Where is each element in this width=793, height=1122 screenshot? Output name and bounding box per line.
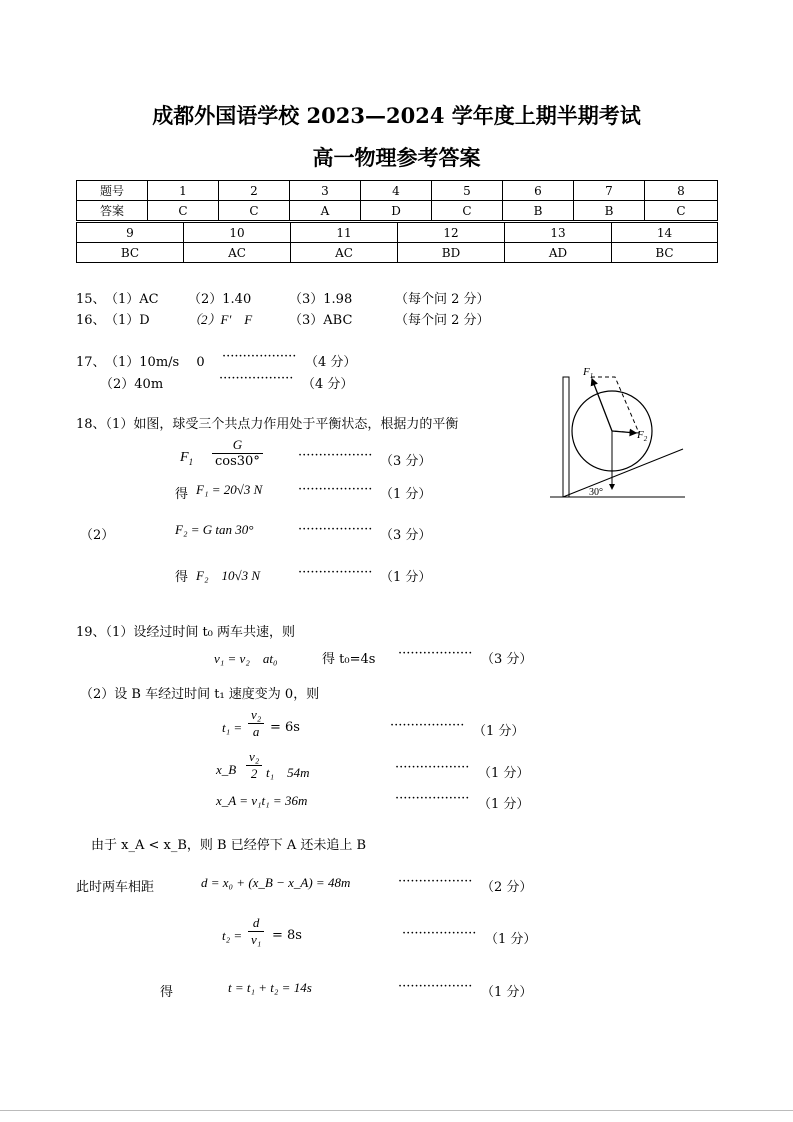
dot-leader: ··················: [298, 565, 373, 580]
table-cell: B: [503, 201, 574, 221]
q19-eq3-fraction: [244, 749, 264, 782]
q16-number: 16、: [76, 313, 106, 328]
dot-leader: ··················: [395, 791, 470, 806]
table-cell: 8: [645, 181, 718, 201]
q18-score-4: （1 分）: [380, 570, 432, 585]
q18-part2-label: （2）: [80, 528, 115, 543]
table-cell: BD: [398, 243, 505, 263]
table-cell: 3: [290, 181, 361, 201]
table-cell: 4: [361, 181, 432, 201]
q19-eq3-numerator: v₂: [246, 749, 262, 766]
q18-eq1-numerator: G: [212, 437, 263, 454]
table-cell: BC: [612, 243, 718, 263]
q19-eq1-result: 得 t₀=4s: [322, 652, 376, 667]
q15-answer-2: （2）1.40: [188, 292, 252, 307]
dot-leader: ··················: [398, 646, 473, 661]
q19-eq2-denominator: a: [252, 724, 260, 739]
q19-de: 得: [160, 985, 174, 1000]
dot-leader: ··················: [298, 482, 373, 497]
q15-number: 15、: [76, 292, 106, 307]
table-cell: 11: [291, 223, 398, 243]
table-cell: 7: [574, 181, 645, 201]
table-cell: C: [219, 201, 290, 221]
q19-eq4: x_A = v₁t₁ = 36m: [216, 793, 308, 808]
table-cell: BC: [77, 243, 184, 263]
q17-answer-1: （1）10m/s 0: [105, 355, 205, 370]
table-cell: 5: [432, 181, 503, 201]
q19-intro: 19、（1）设经过时间 t₀ 两车共速，则: [76, 625, 296, 640]
table-cell: 14: [612, 223, 718, 243]
q19-eq6-fraction: [246, 915, 266, 948]
dot-leader: ··················: [298, 522, 373, 537]
dot-leader: ··················: [222, 349, 297, 364]
wall: [563, 377, 569, 497]
q19-eq6-denominator: v₁: [251, 932, 262, 947]
dot-leader: ··················: [395, 760, 470, 775]
label-angle: 30°: [589, 487, 603, 498]
q19-eq2-fraction: [246, 707, 266, 740]
q19-part2: （2）设 B 车经过时间 t₁ 速度变为 0，则: [80, 687, 320, 702]
table-cell: 13: [505, 223, 612, 243]
table-cell: 1: [148, 181, 219, 201]
table-row: [77, 181, 718, 201]
q19-eq3-denominator: 2: [250, 766, 258, 781]
q18-de-2: 得: [175, 570, 189, 585]
table-cell: D: [361, 201, 432, 221]
q17-score-1: （4 分）: [305, 355, 357, 370]
table-cell: 10: [184, 223, 291, 243]
q19-score-1: （3 分）: [481, 652, 533, 667]
table-cell: 12: [398, 223, 505, 243]
dot-leader: ··················: [219, 371, 294, 386]
dot-leader: ··················: [402, 926, 477, 941]
q19-eq3-rhs: t₁ 54m: [266, 765, 310, 780]
table-cell: 6: [503, 181, 574, 201]
dot-leader: ··················: [398, 979, 473, 994]
force-parallelogram: [591, 377, 639, 433]
page-subtitle: 高一物理参考答案: [312, 145, 481, 170]
answer-table-1: [76, 180, 718, 221]
table-cell: 题号: [77, 181, 148, 201]
q18-eq1-fraction: [210, 437, 265, 470]
label-f2: $F_2$: [637, 429, 648, 443]
q17-number: 17、: [76, 355, 106, 370]
table-cell: AC: [291, 243, 398, 263]
q19-eq6-rhs: = 8s: [272, 928, 302, 943]
dot-leader: ··················: [398, 874, 473, 889]
q19-score-7: （1 分）: [481, 985, 533, 1000]
q19-eq3-lhs: x_B: [216, 762, 237, 777]
q18-eq4: F₂ 10√3 N: [196, 568, 261, 583]
q17-answer-2: （2）40m: [100, 377, 164, 392]
q19-eq1: v₁ = v₂ at₀: [214, 651, 278, 666]
table-cell: AC: [184, 243, 291, 263]
q19-eq6-numerator: d: [248, 915, 264, 932]
table-cell: 9: [77, 223, 184, 243]
table-cell: 答案: [77, 201, 148, 221]
table-row: [77, 201, 718, 221]
force-arrow-f1: [592, 379, 612, 431]
q19-score-5: （2 分）: [481, 880, 533, 895]
page-title: 成都外国语学校 2023—2024 学年度上期半期考试: [152, 103, 641, 128]
table-cell: C: [645, 201, 718, 221]
q15-answer-1: （1）AC: [105, 292, 159, 307]
q16-answer-2: （2）F′ F: [188, 312, 253, 327]
q19-distance-label: 此时两车相距: [76, 880, 155, 895]
table-row: [77, 243, 718, 263]
q16-answer-1: （1）D: [105, 313, 150, 328]
q19-eq7: t = t₁ + t₂ = 14s: [228, 980, 312, 995]
q18-score-3: （3 分）: [380, 528, 432, 543]
q16-answer-3: （3）ABC: [289, 313, 353, 328]
table-cell: C: [148, 201, 219, 221]
answer-table-2: [76, 222, 718, 263]
dot-leader: ··················: [298, 448, 373, 463]
q19-eq5: d = x₀ + (x_B − x_A) = 48m: [201, 875, 351, 890]
label-f1: $F_1$: [583, 366, 594, 380]
q18-score-2: （1 分）: [380, 487, 432, 502]
q19-eq2-rhs: = 6s: [270, 720, 300, 735]
q18-eq1-denominator: cos30°: [215, 454, 260, 469]
table-cell: C: [432, 201, 503, 221]
table-cell: A: [290, 201, 361, 221]
q15-answer-3: （3）1.98: [289, 292, 353, 307]
q18-de-1: 得: [175, 487, 189, 502]
q16-score: （每个问 2 分）: [395, 313, 490, 328]
q19-score-2: （1 分）: [473, 724, 525, 739]
q18-score-1: （3 分）: [380, 454, 432, 469]
q19-eq6-lhs: t₂ =: [222, 928, 243, 943]
q17-score-2: （4 分）: [302, 377, 354, 392]
table-cell: B: [574, 201, 645, 221]
q19-note: 由于 x_A < x_B，则 B 已经停下 A 还未追上 B: [91, 838, 367, 853]
table-cell: 2: [219, 181, 290, 201]
q18-eq3: F₂ = G tan 30°: [175, 522, 254, 537]
table-row: [77, 223, 718, 243]
page-bottom-rule: [0, 1110, 793, 1111]
force-diagram: [545, 355, 690, 505]
q19-eq2-numerator: v₂: [248, 707, 264, 724]
q19-score-3: （1 分）: [478, 766, 530, 781]
q18-eq1-lhs: $F_1$: [180, 450, 194, 467]
q19-eq2-lhs: t₁ =: [222, 720, 243, 735]
dot-leader: ··················: [390, 718, 465, 733]
q18-eq2: F₁ = 20√3 N: [196, 482, 263, 497]
q19-score-4: （1 分）: [478, 797, 530, 812]
q18-intro: 18、（1）如图，球受三个共点力作用处于平衡状态，根据力的平衡: [76, 417, 459, 432]
table-cell: AD: [505, 243, 612, 263]
q19-score-6: （1 分）: [485, 932, 537, 947]
force-arrow-f2: [612, 431, 636, 433]
q15-score: （每个问 2 分）: [395, 292, 490, 307]
